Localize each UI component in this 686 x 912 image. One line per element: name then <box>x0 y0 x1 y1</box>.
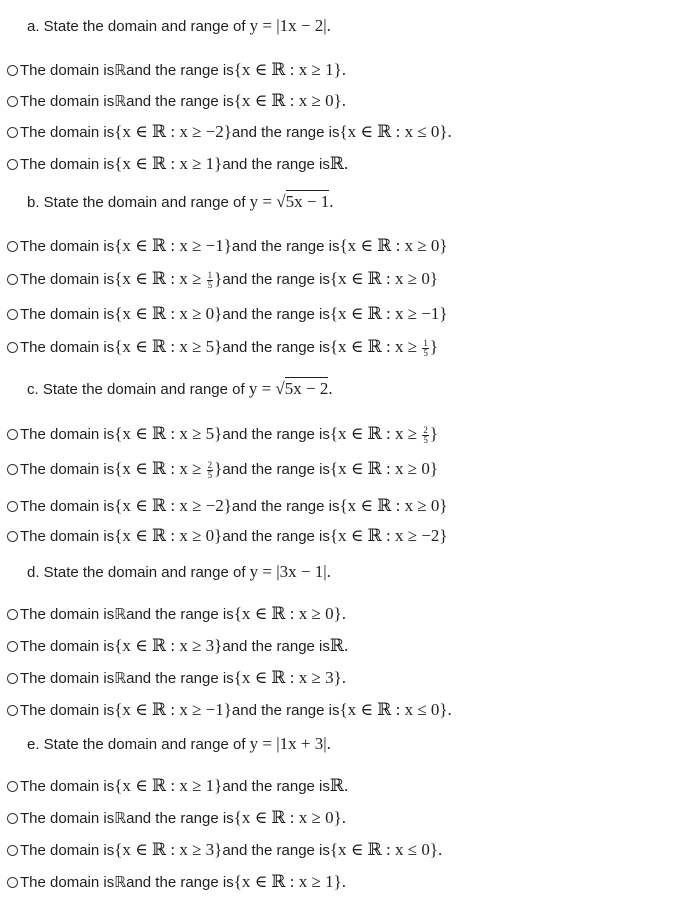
radio-icon[interactable] <box>7 531 18 542</box>
question-e-expression: y = |1x + 3|. <box>249 734 331 753</box>
radio-icon[interactable] <box>7 845 18 856</box>
radio-icon[interactable] <box>7 274 18 285</box>
question-d-option-2[interactable]: The domain is {x ∈ ℝ : x ≥ 3} and the range is ℝ. <box>7 636 348 656</box>
question-e-option-2[interactable]: The domain is ℝ and the range is {x ∈ ℝ : x ≥ 0}. <box>7 808 346 828</box>
radio-icon[interactable] <box>7 641 18 652</box>
question-a-option-4[interactable]: The domain is {x ∈ ℝ : x ≥ 1} and the range is ℝ. <box>7 154 348 174</box>
question-a-prompt: a. State the domain and range of y = |1x − 2|. <box>27 16 331 35</box>
question-b-option-3[interactable]: The domain is {x ∈ ℝ : x ≥ 0} and the range is {x ∈ ℝ : x ≥ −1} <box>7 304 448 324</box>
radio-icon[interactable] <box>7 429 18 440</box>
question-c-prompt: c. State the domain and range of y = √5x − 2. <box>27 379 333 398</box>
question-e-option-3[interactable]: The domain is {x ∈ ℝ : x ≥ 3} and the range is {x ∈ ℝ : x ≤ 0}. <box>7 840 442 860</box>
question-d-option-4[interactable]: The domain is {x ∈ ℝ : x ≥ −1} and the range is {x ∈ ℝ : x ≤ 0}. <box>7 700 452 720</box>
radio-icon[interactable] <box>7 501 18 512</box>
question-a-option-1[interactable]: The domain is ℝ and the range is {x ∈ ℝ : x ≥ 1}. <box>7 60 346 80</box>
question-c-option-1[interactable]: The domain is {x ∈ ℝ : x ≥ 5} and the range is {x ∈ ℝ : x ≥ $\frac{2}{5}$ } <box>7 424 438 445</box>
question-a-expression: y = |1x − 2|. <box>249 16 331 35</box>
radio-icon[interactable] <box>7 673 18 684</box>
radio-icon[interactable] <box>7 159 18 170</box>
radio-icon[interactable] <box>7 464 18 475</box>
question-b-option-1[interactable]: The domain is {x ∈ ℝ : x ≥ −1} and the range is {x ∈ ℝ : x ≥ 0} <box>7 236 448 256</box>
question-c-option-2[interactable]: The domain is {x ∈ ℝ : x ≥ $\frac{2}{5}$ } and the range is {x ∈ ℝ : x ≥ 0} <box>7 459 438 480</box>
radio-icon[interactable] <box>7 342 18 353</box>
radio-icon[interactable] <box>7 781 18 792</box>
sqrt-icon: √ <box>275 379 285 398</box>
question-a-option-2[interactable]: The domain is ℝ and the range is {x ∈ ℝ : x ≥ 0}. <box>7 91 346 111</box>
question-d-expression: y = |3x − 1|. <box>249 562 331 581</box>
question-a-option-3[interactable]: The domain is {x ∈ ℝ : x ≥ −2} and the range is {x ∈ ℝ : x ≤ 0}. <box>7 122 452 142</box>
question-d-option-3[interactable]: The domain is ℝ and the range is {x ∈ ℝ : x ≥ 3}. <box>7 668 346 688</box>
question-b-expression: y = √5x − 1. <box>249 192 334 211</box>
radio-icon[interactable] <box>7 96 18 107</box>
question-c-expression: y = √5x − 2. <box>248 379 333 398</box>
radio-icon[interactable] <box>7 705 18 716</box>
question-b-prompt: b. State the domain and range of y = √5x − 1. <box>27 192 334 211</box>
question-e-option-1[interactable]: The domain is {x ∈ ℝ : x ≥ 1} and the range is ℝ. <box>7 776 348 796</box>
question-e-option-4[interactable]: The domain is ℝ and the range is {x ∈ ℝ : x ≥ 1}. <box>7 872 346 892</box>
question-c-option-3[interactable]: The domain is {x ∈ ℝ : x ≥ −2} and the range is {x ∈ ℝ : x ≥ 0} <box>7 496 448 516</box>
radio-icon[interactable] <box>7 241 18 252</box>
radio-icon[interactable] <box>7 877 18 888</box>
question-c-option-4[interactable]: The domain is {x ∈ ℝ : x ≥ 0} and the range is {x ∈ ℝ : x ≥ −2} <box>7 526 448 546</box>
radio-icon[interactable] <box>7 65 18 76</box>
question-b-option-4[interactable]: The domain is {x ∈ ℝ : x ≥ 5} and the range is {x ∈ ℝ : x ≥ $\frac{1}{5}$ } <box>7 337 438 358</box>
radio-icon[interactable] <box>7 609 18 620</box>
question-d-prompt: d. State the domain and range of y = |3x − 1|. <box>27 562 331 581</box>
radio-icon[interactable] <box>7 309 18 320</box>
sqrt-icon: √ <box>276 192 286 211</box>
question-b-option-2[interactable]: The domain is {x ∈ ℝ : x ≥ $\frac{1}{5}$ } and the range is {x ∈ ℝ : x ≥ 0} <box>7 269 438 290</box>
question-e-prompt: e. State the domain and range of y = |1x + 3|. <box>27 734 331 753</box>
question-d-option-1[interactable]: The domain is ℝ and the range is {x ∈ ℝ : x ≥ 0}. <box>7 604 346 624</box>
radio-icon[interactable] <box>7 127 18 138</box>
radio-icon[interactable] <box>7 813 18 824</box>
